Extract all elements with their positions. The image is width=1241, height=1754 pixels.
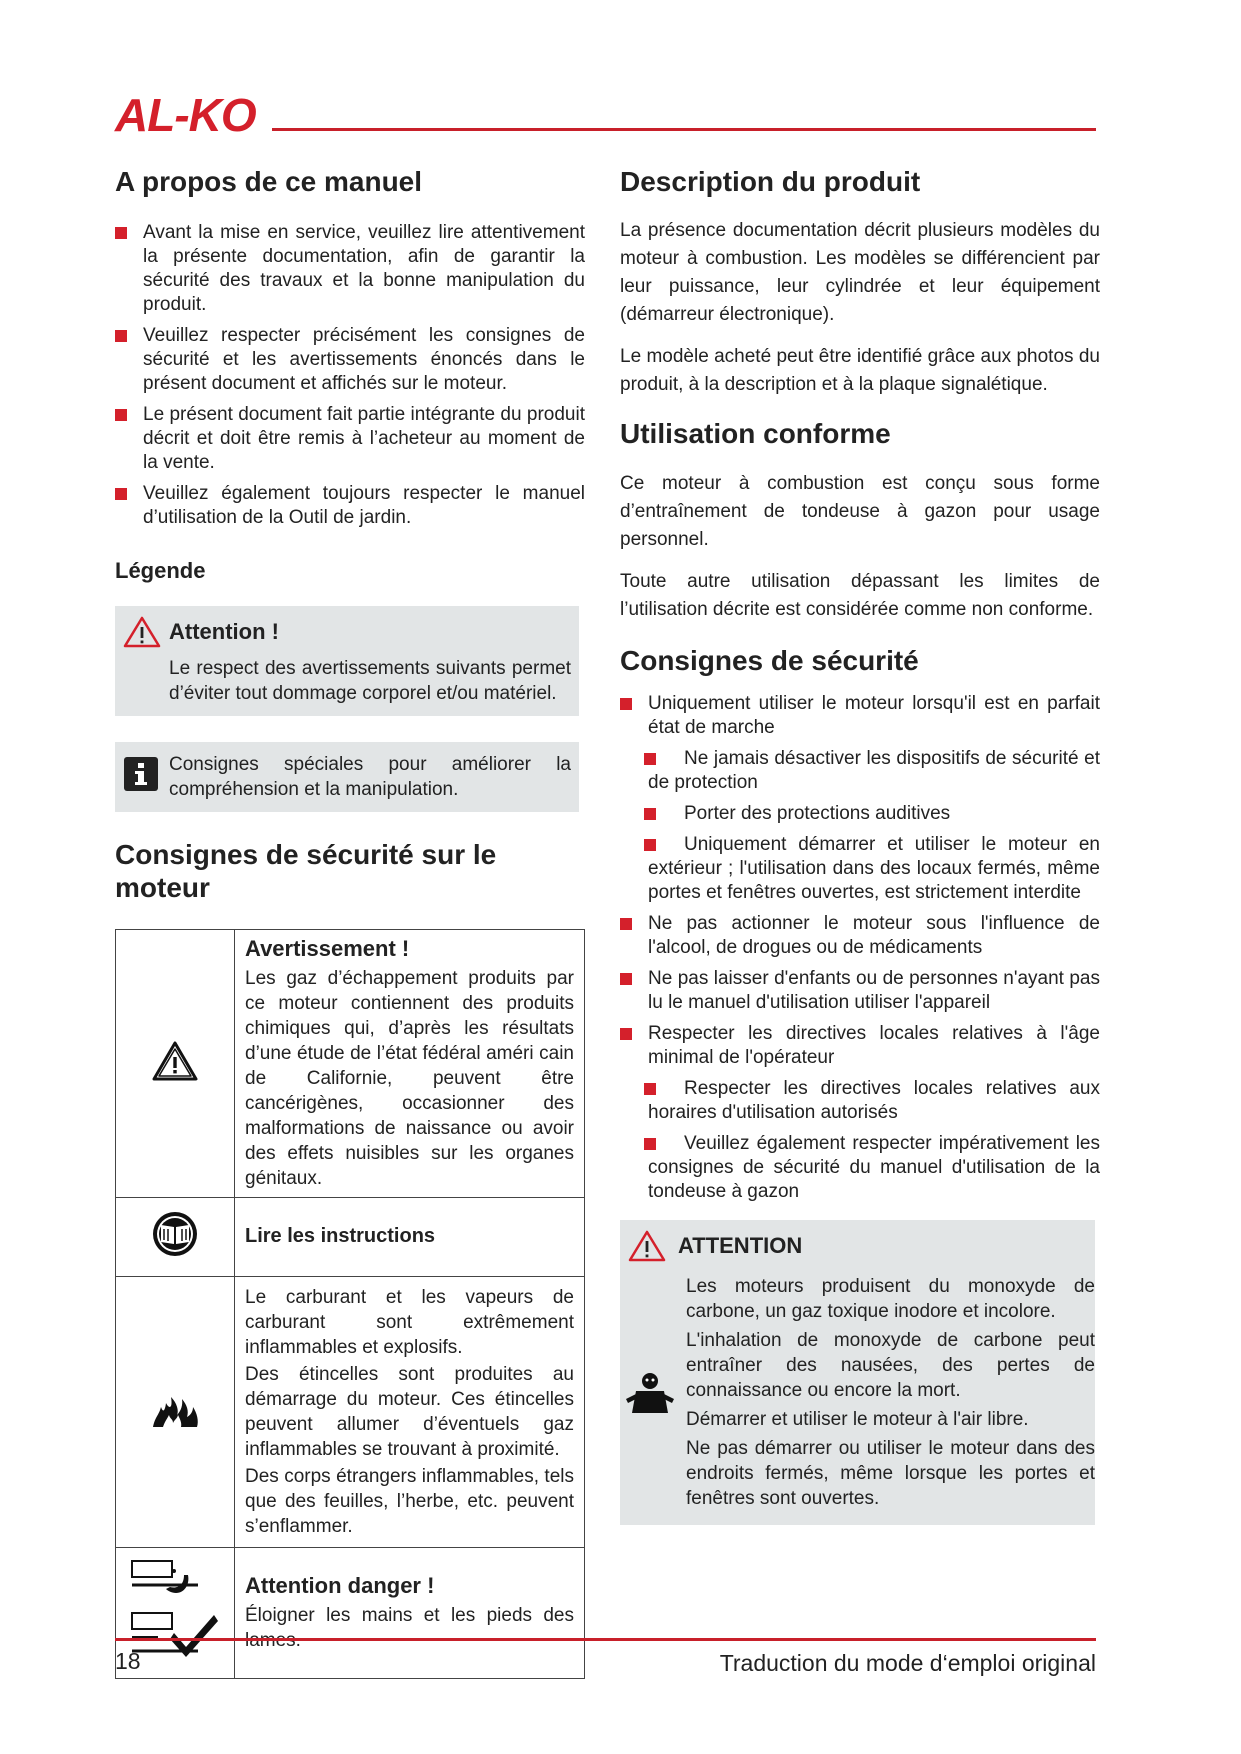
legend-attention-text: Le respect des avertissements suivants permet d’éviter tout dommage corporel et/ou matériel. [169,657,571,704]
table-text-cell [235,1547,585,1678]
bullet-square-icon [620,918,632,930]
about-manual-heading: A propos de ce manuel [115,166,423,197]
attention-text-4: Ne pas démarrer ou utiliser le moteur dans des endroits fermés, même lorsque les portes et fenêtres sont ouvertes. [686,1437,1095,1509]
warning-triangle-icon [123,616,161,648]
list-item: Ne pas actionner le moteur sous l'influence de l'alcool, de drogues ou de médicaments [620,912,1100,960]
bullet-square-icon [620,1028,632,1040]
table-row [116,1547,585,1678]
table-text-cell [235,929,585,1197]
warning-title: Avertissement ! [245,935,410,961]
product-description-text-2: Le modèle acheté peut être identifié grâce aux photos du produit, à la description et à la plaque signalétique. [620,345,1100,395]
table-icon-cell [116,1197,235,1276]
bullet-square-icon [115,330,127,342]
table-row [116,1276,585,1547]
list-item: Respecter les directives locales relatives à l'âge minimal de l'opérateur [620,1022,1100,1070]
danger-title: Attention danger ! [245,1572,435,1598]
header-rule [272,128,1096,131]
fire-icon [149,1389,201,1429]
footer-caption: Traduction du mode d‘emploi original [719,1650,1096,1676]
bullet-square-icon [620,973,632,985]
bullet-square-icon [644,1083,656,1095]
engine-safety-heading: Consignes de sécurité sur le moteur [115,838,497,904]
bullet-square-icon [115,227,127,239]
table-row [116,929,585,1197]
intended-use-text-2: Toute autre utilisation dépassant les limites de l’utilisation décrite est considérée comme non conforme. [620,571,1100,621]
bullet-square-icon [644,808,656,820]
list-item: Le présent document fait partie intégrante du produit décrit et doit être remis à l’acheteur au moment de la vente. [115,403,585,475]
right-column [620,165,1100,1525]
engine-safety-table [115,929,585,1679]
blade-danger-icon [128,1555,222,1665]
page-number: 18 [115,1648,141,1674]
legend-info-box [115,742,579,812]
bullet-square-icon [620,698,632,710]
list-item: Veuillez également respecter impérativement les consignes de sécurité du manuel d'utilisation de la tondeuse à gazon [620,1132,1100,1204]
warning-text: Les gaz d’échappement produits par ce moteur contiennent des produits chimiques qui, d’après les résultats d’une étude de l’état fédéral améri cain de Californie, peuvent être cancérigènes, occasionner des malformations de naissance ou avoir des effets nuisibles sur les organes génitaux. [245,967,574,1189]
attention-title: ATTENTION [678,1232,803,1258]
list-item: Veuillez également toujours respecter le manuel d’utilisation de la Outil de jardin. [115,482,585,530]
toxic-gas-icon [624,1369,676,1415]
warning-triangle-icon [628,1230,666,1262]
legend-attention-title: Attention ! [169,618,279,644]
list-item: Ne jamais désactiver les dispositifs de sécurité et de protection [620,747,1100,795]
safety-instructions-heading: Consignes de sécurité [620,645,919,677]
bullet-square-icon [644,1138,656,1150]
list-item: Avant la mise en service, veuillez lire attentivement la présente documentation, afin de garantir la sécurité des travaux et la bonne manipulation du produit. [115,221,585,317]
sparks-warning-text: Des étincelles sont produites au démarrage du moteur. Ces étincelles peuvent allumer d’éventuels gaz inflammables se trouvant à proximité. [245,1363,574,1460]
attention-text-3: Démarrer et utiliser le moteur à l'air libre. [686,1408,1029,1430]
table-text-cell [235,1276,585,1547]
fuel-warning-text: Le carburant et les vapeurs de carburant sont extrêmement inflammables et explosifs. [245,1286,574,1358]
product-description-heading: Description du produit [620,166,921,197]
foreign-bodies-warning-text: Des corps étrangers inflammables, tels que des feuilles, l’herbe, etc. peuvent s’enflammer. [245,1465,574,1537]
safety-instructions-list [620,692,1100,1204]
list-item: Uniquement utiliser le moteur lorsqu'il est en parfait état de marche [620,692,1100,740]
warning-triangle-icon [151,1040,199,1082]
bullet-square-icon [644,839,656,851]
list-item: Veuillez respecter précisément les consignes de sécurité et les avertissements énoncés dans le présent document et affichés sur le moteur. [115,324,585,396]
about-manual-list [115,221,585,530]
attention-box [620,1220,1095,1525]
table-icon-cell [116,929,235,1197]
alko-logo: AL-KO [115,89,256,141]
bullet-square-icon [644,753,656,765]
intended-use-heading: Utilisation conforme [620,417,891,449]
info-icon [123,756,159,792]
product-description-text-1: La présence documentation décrit plusieurs modèles du moteur à combustion. Les modèles se différencient par leur puissance, leur cylindrée et leur équipement (démarreur électronique). [620,219,1100,325]
danger-text: Éloigner les mains et les pieds des [245,1604,574,1626]
attention-text-2: L'inhalation de monoxyde de carbone peut entraîner des nausées, des pertes de connaissance ou encore la mort. [686,1329,1095,1401]
intended-use-text-1: Ce moteur à combustion est conçu sous forme d’entraînement de tondeuse à gazon pour usage personnel. [620,473,1100,551]
list-item: Respecter les directives locales relatives aux horaires d'utilisation autorisés [620,1077,1100,1125]
bullet-square-icon [115,409,127,421]
table-text-cell [235,1197,585,1276]
read-manual-icon [151,1210,199,1258]
left-column [115,165,585,1679]
footer-rule [115,1638,1096,1641]
legend-heading: Légende [115,557,206,583]
legend-attention-box [115,606,579,716]
table-icon-cell [116,1276,235,1547]
read-instructions-label: Lire les instructions [245,1225,436,1248]
bullet-square-icon [115,488,127,500]
legend-info-text: Consignes spéciales pour améliorer la compréhension et la manipulation. [169,753,571,800]
list-item: Uniquement démarrer et utiliser le moteur en extérieur ; l'utilisation dans des locaux fermés, même portes et fenêtres ouvertes, est strictement interdite [620,833,1100,905]
list-item: Porter des protections auditives [620,802,1100,826]
attention-text-1: Les moteurs produisent du monoxyde de carbone, un gaz toxique inodore et incolore. [686,1275,1095,1322]
table-row [116,1197,585,1276]
list-item: Ne pas laisser d'enfants ou de personnes n'ayant pas lu le manuel d'utilisation utiliser l'appareil [620,967,1100,1015]
